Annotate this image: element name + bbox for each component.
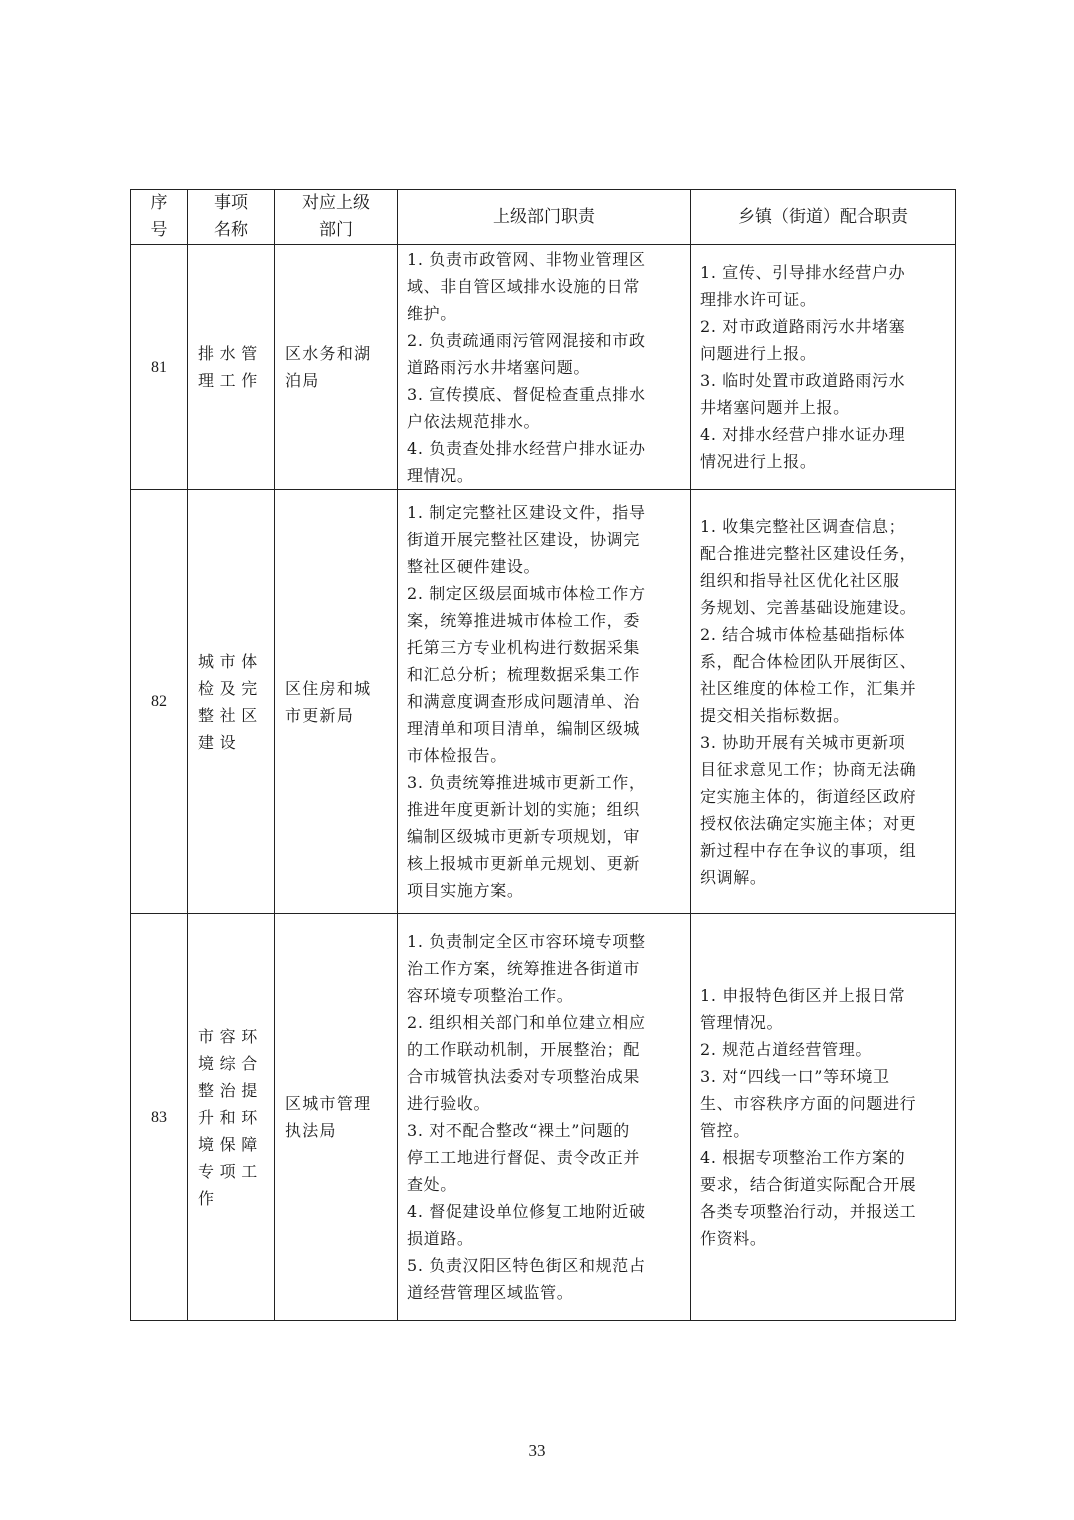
row-serial-number: 82	[131, 490, 188, 914]
row-serial-number: 83	[131, 914, 188, 1321]
row-item-name: 市容环 境综合 整治提 升和环 境保障 专项工 作	[188, 914, 275, 1321]
row-superior-department: 区住房和城 市更新局	[275, 490, 398, 914]
header-street-cooperation-duties: 乡镇（街道）配合职责	[691, 190, 956, 245]
row-cooperation-duties: 1. 申报特色街区并上报日常 管理情况。 2. 规范占道经营管理。 3. 对“四线一口”等环境卫 生、市容秩序方面的问题进行 管控。 4. 根据专项整治工作方案的 要求，结合街道实际配合开展 各类专项整治行动，并报送工 作资料。	[691, 914, 956, 1321]
header-superior-duties: 上级部门职责	[398, 190, 691, 245]
row-superior-duties: 1. 制定完整社区建设文件，指导 街道开展完整社区建设，协调完 整社区硬件建设。 2. 制定区级层面城市体检工作方 案，统筹推进城市体检工作，委 托第三方专业机构进行数据采集 和汇总分析；梳理数据采集工作 和满意度调查形成问题清单、治 理清单和项目清单，编制区级城 市体检报告。 3. 负责统筹推进城市更新工作， 推进年度更新计划的实施；组织 编制区级城市更新专项规划，审 核上报城市更新单元规划、更新 项目实施方案。	[398, 490, 691, 914]
row-cooperation-duties: 1. 收集完整社区调查信息； 配合推进完整社区建设任务， 组织和指导社区优化社区服 务规划、完善基础设施建设。 2. 结合城市体检基础指标体 系，配合体检团队开展街区、 社区维度的体检工作，汇集并 提交相关指标数据。 3. 协助开展有关城市更新项 目征求意见工作；协商无法确 定实施主体的，街道经区政府 授权依法确定实施主体；对更 新过程中存在争议的事项，组 织调解。	[691, 490, 956, 914]
row-item-name: 城市体 检及完 整社区 建设	[188, 490, 275, 914]
table-header-row	[131, 190, 956, 245]
table-row	[131, 245, 956, 490]
row-superior-duties: 1. 负责制定全区市容环境专项整 治工作方案，统筹推进各街道市 容环境专项整治工作。 2. 组织相关部门和单位建立相应 的工作联动机制，开展整治；配 合市城管执法委对专项整治成果 进行验收。 3. 对不配合整改“裸土”问题的 停工工地进行督促、责令改正并 查处。 4. 督促建设单位修复工地附近破 损道路。 5. 负责汉阳区特色街区和规范占 道经营管理区域监管。	[398, 914, 691, 1321]
table-row	[131, 914, 956, 1321]
row-serial-number: 81	[131, 245, 188, 490]
header-superior-department: 对应上级 部门	[275, 190, 398, 245]
row-cooperation-duties: 1. 宣传、引导排水经营户办 理排水许可证。 2. 对市政道路雨污水井堵塞 问题进行上报。 3. 临时处置市政道路雨污水 井堵塞问题并上报。 4. 对排水经营户排水证办理 情况进行上报。	[691, 245, 956, 490]
duty-table	[130, 189, 956, 1321]
header-serial-number: 序 号	[131, 190, 188, 245]
row-superior-department: 区水务和湖 泊局	[275, 245, 398, 490]
header-item-name: 事项 名称	[188, 190, 275, 245]
table-row	[131, 490, 956, 914]
row-superior-duties: 1. 负责市政管网、非物业管理区 域、非自管区域排水设施的日常 维护。 2. 负责疏通雨污管网混接和市政 道路雨污水井堵塞问题。 3. 宣传摸底、督促检查重点排水 户依法规范排水。 4. 负责查处排水经营户排水证办 理情况。	[398, 245, 691, 490]
page-number: 33	[528, 1441, 546, 1460]
row-item-name: 排水管 理工作	[188, 245, 275, 490]
row-superior-department: 区城市管理 执法局	[275, 914, 398, 1321]
